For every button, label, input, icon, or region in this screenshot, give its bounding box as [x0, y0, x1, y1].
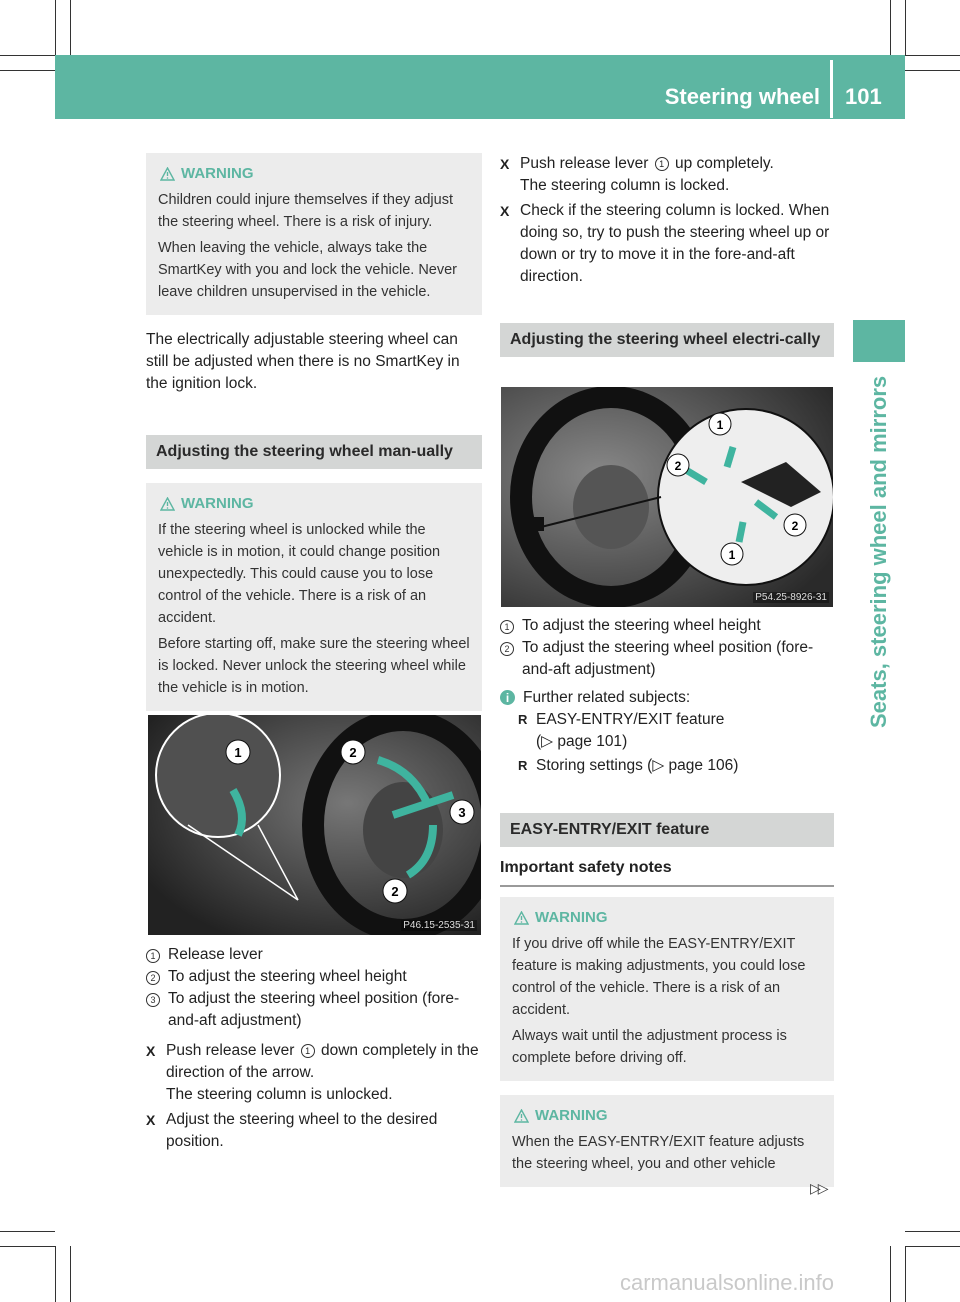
warning-heading [514, 907, 824, 929]
figure-manual-adjustment [148, 715, 481, 935]
subsection-heading: Important safety notes [500, 857, 834, 887]
warning-label: WARNING [535, 1107, 608, 1124]
crop-mark [0, 1231, 55, 1232]
bullet-text: Storing settings ( [536, 757, 653, 774]
chapter-tab-marker [853, 320, 905, 362]
legend-item [146, 966, 482, 988]
chapter-tab-label: Seats, steering wheel and mirrors [866, 375, 891, 728]
page-number: 101 [845, 84, 882, 109]
legend-item [146, 988, 482, 1032]
left-column [146, 153, 482, 711]
svg-text:2: 2 [674, 459, 682, 473]
chapter-tab-label-wrap [866, 375, 896, 1068]
steering-manual-illustration [148, 715, 481, 935]
body-paragraph: The electrically adjustable steering wheel can still be adjusted when there is no SmartKey in the ignition lock. [146, 331, 460, 392]
warning-text: Children could injure themselves if they adjust the steering wheel. There is a risk of injury. [158, 192, 453, 230]
info-icon: i [500, 690, 515, 705]
warning-triangle-icon [160, 497, 175, 511]
svg-text:2: 2 [349, 745, 357, 760]
page-reference-link[interactable]: page 106) [668, 757, 739, 774]
step-text: up completely. [675, 155, 774, 172]
page-title: Steering wheel [664, 84, 820, 109]
step-text: Push release lever [520, 155, 649, 172]
crop-mark [0, 1246, 55, 1247]
header-divider [830, 60, 833, 118]
figure-id: P46.15-2535-31 [403, 920, 475, 931]
continue-icon: ▷▷ [810, 1180, 826, 1196]
section-heading: EASY-ENTRY/EXIT feature [500, 813, 834, 847]
crop-mark [70, 0, 71, 55]
warning-label: WARNING [181, 165, 254, 182]
warning-text: If you drive off while the EASY-ENTRY/EXIT feature is making adjustments, you could lose control of the vehicle. There is a risk of an accident. [512, 936, 806, 1018]
legend-item [146, 944, 482, 966]
warning-box [500, 1095, 834, 1187]
crop-mark [905, 0, 906, 55]
warning-label: WARNING [181, 495, 254, 512]
crop-mark [905, 1231, 960, 1232]
svg-text:2: 2 [791, 519, 799, 533]
instruction-step [146, 1040, 482, 1106]
svg-text:1: 1 [234, 745, 242, 760]
step-text: down completely in the direction of the arrow. [166, 1042, 479, 1081]
svg-text:1: 1 [716, 418, 724, 432]
crop-mark [55, 0, 56, 55]
warning-triangle-icon [160, 167, 175, 181]
right-column [500, 153, 834, 357]
legend-number: 2 [500, 642, 514, 656]
crop-mark [905, 70, 960, 71]
crop-mark [905, 1246, 906, 1302]
steering-electric-illustration [501, 387, 833, 607]
warning-triangle-icon [514, 911, 529, 925]
crop-mark [70, 1246, 71, 1302]
section-heading: Adjusting the steering wheel electri-cally [500, 323, 834, 357]
warning-text: Always wait until the adjustment process is complete before driving off. [512, 1028, 787, 1066]
warning-text: When leaving the vehicle, always take the SmartKey with you and lock the vehicle. Never leave children unsupervised in the vehicle. [158, 240, 457, 300]
step-marker: X [146, 1043, 156, 1059]
page-ref-arrow-icon: ▷ [541, 733, 554, 750]
legend-text: To adjust the steering wheel position (fore-and-aft adjustment) [168, 990, 460, 1029]
step-result: The steering column is unlocked. [166, 1086, 393, 1103]
instruction-step [146, 1109, 482, 1153]
page-ref-arrow-icon: ▷ [652, 757, 665, 774]
figure-electric-adjustment [501, 387, 833, 607]
warning-text: Before starting off, make sure the steering wheel is locked. Never unlock the steering wheel while the vehicle is in motion. [158, 636, 470, 696]
warning-box [146, 483, 482, 711]
legend-item [500, 637, 834, 681]
legend-text: To adjust the steering wheel height [522, 617, 761, 634]
svg-text:3: 3 [458, 805, 466, 820]
legend-text: Release lever [168, 946, 263, 963]
info-text: Further related subjects: [523, 689, 691, 706]
step-result: The steering column is locked. [520, 177, 730, 194]
bullet-marker: R [518, 712, 528, 727]
instruction-step [500, 200, 834, 288]
crop-mark [905, 55, 960, 56]
warning-text: When the EASY-ENTRY/EXIT feature adjusts the steering wheel, you and other vehicle [512, 1134, 805, 1172]
step-marker: X [146, 1112, 156, 1128]
svg-text:2: 2 [391, 884, 399, 899]
legend-text: To adjust the steering wheel position (fore-and-aft adjustment) [522, 639, 814, 678]
warning-label: WARNING [535, 909, 608, 926]
crop-mark [0, 70, 55, 71]
page-reference-link[interactable]: page 101 [557, 733, 623, 750]
bullet-text: EASY-ENTRY/EXIT feature [536, 711, 725, 728]
step-text: Check if the steering column is locked. When doing so, try to push the steering wheel up or down or try to move it in the fore-and-aft direction. [520, 202, 830, 285]
step-text: Push release lever [166, 1042, 295, 1059]
svg-text:1: 1 [728, 548, 736, 562]
left-column-lower [146, 944, 482, 1156]
step-marker: X [500, 203, 510, 219]
instruction-step [500, 153, 834, 197]
inline-callout-number: 1 [655, 157, 669, 171]
warning-heading [514, 1105, 824, 1127]
warning-box [146, 153, 482, 315]
info-bullet: R EASY-ENTRY/EXIT feature (▷ page 101) [518, 709, 834, 753]
warning-text: If the steering wheel is unlocked while the vehicle is in motion, it could change position unexpectedly. This could cause you to lose control of the vehicle. There is a risk of an accident. [158, 522, 441, 626]
legend-text: To adjust the steering wheel height [168, 968, 407, 985]
legend-item [500, 615, 834, 637]
crop-mark [0, 55, 55, 56]
step-marker: X [500, 156, 510, 172]
warning-box [500, 897, 834, 1081]
crop-mark [890, 0, 891, 55]
legend-number: 1 [146, 949, 160, 963]
right-column-lower [500, 615, 834, 1187]
warning-heading [160, 493, 472, 515]
info-note [500, 687, 834, 709]
warning-triangle-icon [514, 1109, 529, 1123]
crop-mark [905, 1246, 960, 1247]
info-bullet [518, 755, 834, 777]
crop-mark [55, 1246, 56, 1302]
section-heading: Adjusting the steering wheel man-ually [146, 435, 482, 469]
figure-id: P54.25-8926-31 [755, 592, 827, 603]
legend-number: 1 [500, 620, 514, 634]
legend-number: 2 [146, 971, 160, 985]
watermark: carmanualsonline.info [620, 1270, 835, 1295]
inline-callout-number: 1 [301, 1044, 315, 1058]
step-text: Adjust the steering wheel to the desired position. [166, 1111, 438, 1150]
legend-number: 3 [146, 993, 160, 1007]
crop-mark [890, 1246, 891, 1302]
warning-heading [160, 163, 472, 185]
bullet-marker: R [518, 758, 528, 773]
